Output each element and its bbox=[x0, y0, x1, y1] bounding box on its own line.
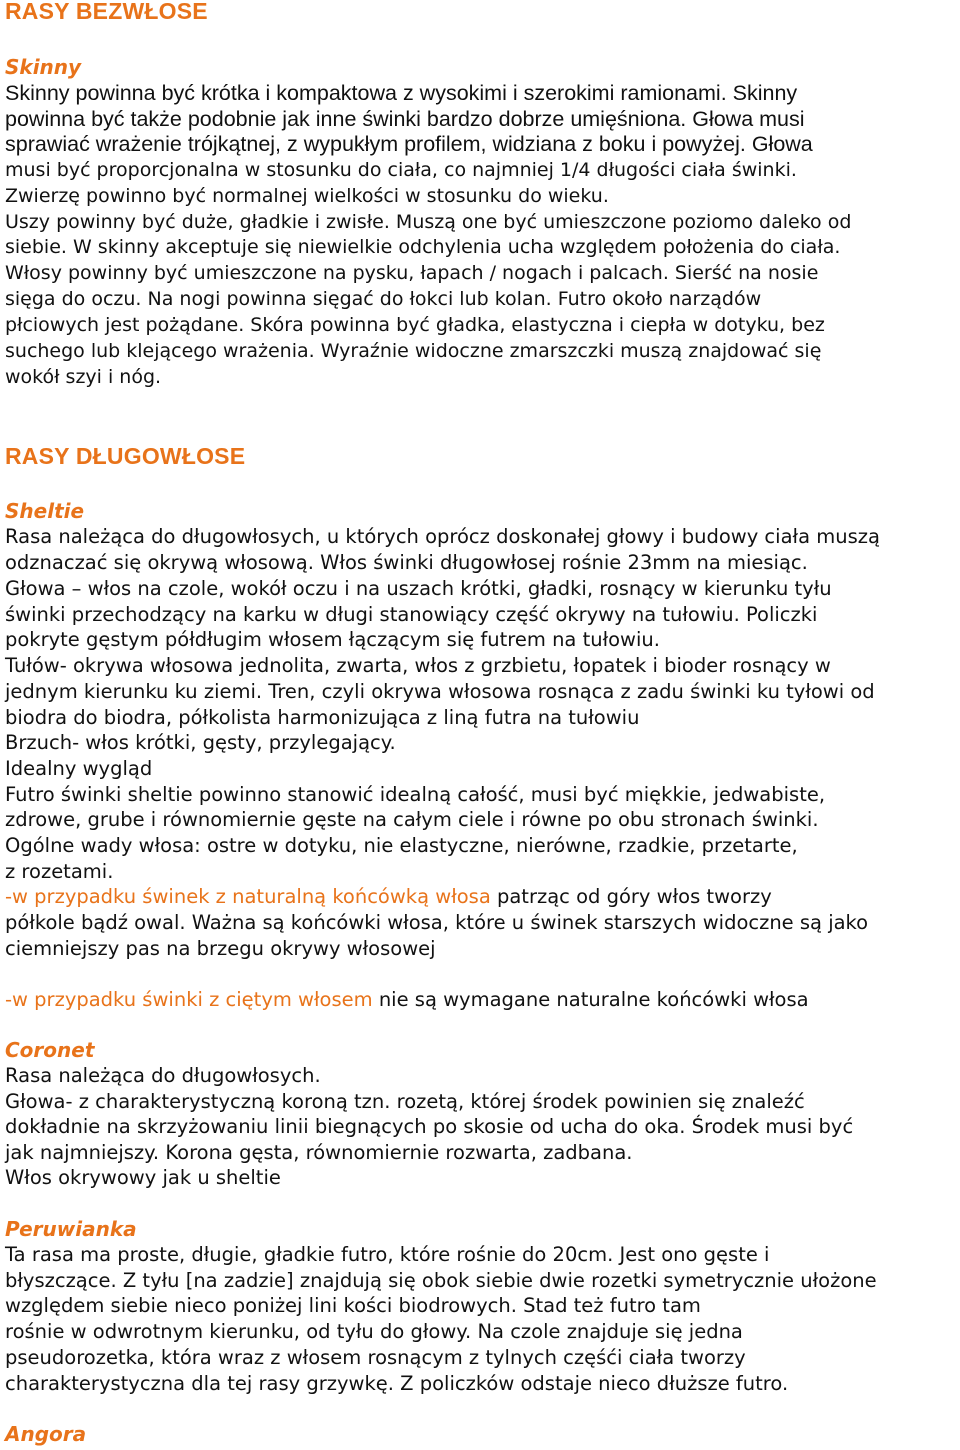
text-line: sprawiać wrażenie trójkątnej, z wypukłym profilem, widziana z boku i powyżej. Głowa bbox=[5, 132, 813, 156]
text-line: Włosy powinny być umieszczone na pysku, łapach / nogach i palcach. Sierść na nosie bbox=[5, 262, 819, 284]
text-line: jednym kierunku ku ziemi. Tren, czyli okrywa włosowa rosnąca z zadu świnki ku tyłowi od bbox=[5, 680, 875, 703]
text-line: Brzuch- włos krótki, gęsty, przylegający. bbox=[5, 731, 396, 754]
text-line: pseudorozetka, która wraz z włosem rosnącym z tylnych częśći ciała tworzy bbox=[5, 1346, 746, 1369]
text-line: jak najmniejszy. Korona gęsta, równomiernie rozwarta, zadbana. bbox=[5, 1141, 633, 1164]
text-line: ciemniejszy pas na brzegu okrywy włosowej bbox=[5, 937, 436, 960]
text-line: musi być proporcjonalna w stosunku do ciała, co najmniej 1/4 długości ciała świnki. bbox=[5, 159, 797, 181]
text-line: Uszy powinny być duże, gładkie i zwisłe. Muszą one być umieszczone poziomo daleko od bbox=[5, 211, 852, 233]
text-line: Zwierzę powinno być normalnej wielkości w stosunku do wieku. bbox=[5, 185, 609, 207]
text-line: rośnie w odwrotnym kierunku, od tyłu do głowy. Na czole znajduje się jedna bbox=[5, 1320, 743, 1343]
text-line: płciowych jest pożądane. Skóra powinna być gładka, elastyczna i ciepła w dotyku, bez bbox=[5, 314, 825, 336]
text-line bbox=[5, 987, 809, 1013]
section-heading-longhair: RASY DŁUGOWŁOSE bbox=[5, 443, 246, 469]
text-line: świnki przechodzący na karku w długi stanowiący część okrywy na tułowiu. Policzki bbox=[5, 603, 818, 626]
text-line: sięga do oczu. Na nogi powinna sięgać do łokci lub kolan. Futro około narządów bbox=[5, 288, 762, 310]
breed-title-peruvian: Peruwianka bbox=[5, 1217, 137, 1241]
text-line: Futro świnki sheltie powinno stanowić idealną całość, musi być miękkie, jedwabiste, bbox=[5, 783, 826, 806]
highlight-natural-tips: -w przypadku świnek z naturalną końcówką włosa bbox=[5, 885, 491, 908]
section-heading-hairless: RASY BEZWŁOSE bbox=[5, 0, 208, 24]
text-line: siebie. W skinny akceptuje się niewielkie odchylenia ucha względem położenia do ciała. bbox=[5, 236, 841, 258]
text-line: Ogólne wady włosa: ostre w dotyku, nie elastyczne, nierówne, rzadkie, przetarte, bbox=[5, 834, 798, 857]
text-line: Idealny wygląd bbox=[5, 757, 153, 780]
text-line: biodra do biodra, półkolista harmonizująca z liną futra na tułowiu bbox=[5, 706, 640, 729]
breed-title-skinny: Skinny bbox=[5, 55, 82, 79]
breed-title-sheltie: Sheltie bbox=[5, 499, 85, 523]
text-line: charakterystyczna dla tej rasy grzywkę. Z policzków odstaje nieco dłuższe futro. bbox=[5, 1372, 789, 1395]
text-line: Głowa- z charakterystyczną koroną tzn. rozetą, której środek powinien się znaleźć bbox=[5, 1090, 805, 1113]
breed-title-coronet: Coronet bbox=[5, 1038, 95, 1062]
text-line: Tułów- okrywa włosowa jednolita, zwarta, włos z grzbietu, łopatek i bioder rosnący w bbox=[5, 654, 831, 677]
text-line: Rasa należąca do długowłosych, u których oprócz doskonałej głowy i budowy ciała muszą bbox=[5, 525, 880, 548]
text-fragment: nie są wymagane naturalne końcówki włosa bbox=[372, 988, 809, 1011]
text-line: z rozetami. bbox=[5, 860, 114, 883]
text-line: zdrowe, grube i równomiernie gęste na całym ciele i równe po obu stronach świnki. bbox=[5, 808, 819, 831]
breed-title-angora: Angora bbox=[5, 1422, 87, 1446]
text-line: Ta rasa ma proste, długie, gładkie futro, które rośnie do 20cm. Jest ono gęste i bbox=[5, 1243, 770, 1266]
text-line bbox=[5, 884, 772, 910]
text-line: Skinny powinna być krótka i kompaktowa z wysokimi i szerokimi ramionami. Skinny bbox=[5, 81, 798, 105]
text-fragment: patrząc od góry włos tworzy bbox=[490, 885, 772, 908]
text-line: błyszczące. Z tyłu [na zadzie] znajdują się obok siebie dwie rozetki symetrycznie ułożone bbox=[5, 1269, 877, 1292]
text-line: względem siebie nieco poniżej lini kości biodrowych. Stad też futro tam bbox=[5, 1294, 701, 1317]
text-line: suchego lub klejącego wrażenia. Wyraźnie widoczne zmarszczki muszą znajdować się bbox=[5, 340, 822, 362]
highlight-cut-hair: -w przypadku świnki z ciętym włosem bbox=[5, 988, 373, 1011]
text-line: Rasa należąca do długowłosych. bbox=[5, 1064, 321, 1087]
text-line: wokół szyi i nóg. bbox=[5, 366, 162, 388]
text-line: dokładnie na skrzyżowaniu linii biegnących po skosie od ucha do oka. Środek musi być bbox=[5, 1115, 854, 1138]
text-line: Włos okrywowy jak u sheltie bbox=[5, 1166, 281, 1189]
text-line: Głowa – włos na czole, wokół oczu i na uszach krótki, gładki, rosnący w kierunku tyłu bbox=[5, 577, 832, 600]
text-line: półkole bądź owal. Ważna są końcówki włosa, które u świnek starszych widoczne są jako bbox=[5, 911, 869, 934]
text-line: pokryte gęstym półdługim włosem łączącym się futrem na tułowiu. bbox=[5, 628, 660, 651]
text-line: odznaczać się okrywą włosową. Włos świnki długowłosej rośnie 23mm na miesiąc. bbox=[5, 551, 808, 574]
text-line: powinna być także podobnie jak inne świnki bardzo dobrze umięśniona. Głowa musi bbox=[5, 107, 805, 131]
